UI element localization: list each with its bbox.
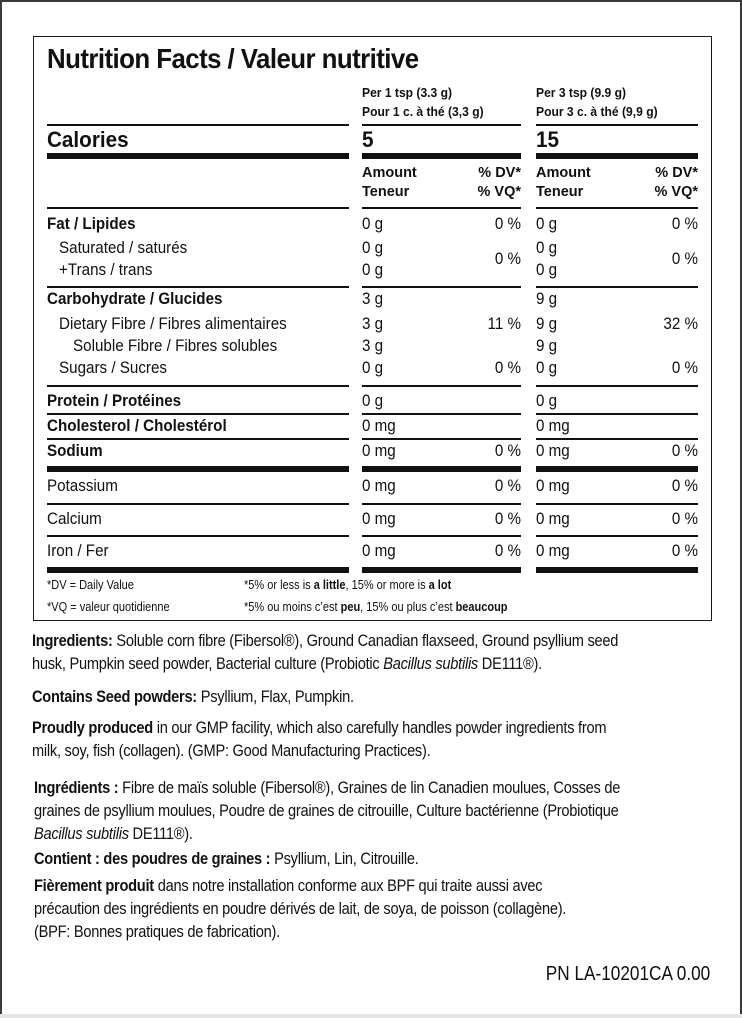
serving-2-en: Per 3 tsp (9.9 g) (536, 85, 627, 100)
text: *5% or less is (244, 578, 314, 592)
fibre-amount-1: 3 g (362, 315, 384, 333)
row-protein-label: Protein / Protéines (47, 392, 182, 410)
text: (BPF: Bonnes pratiques de fabrication). (34, 922, 280, 941)
thick-divider (362, 466, 521, 472)
row-cholesterol-label: Cholesterol / Cholestérol (47, 417, 227, 435)
text-italic: Bacillus subtilis (34, 824, 129, 843)
dv-header-2 (629, 164, 698, 202)
contains-key2: Seed powders: (92, 687, 197, 706)
divider (47, 207, 349, 209)
row-soluble-label: Soluble Fibre / Fibres solubles (73, 337, 278, 355)
dv-en: % DV* (655, 165, 698, 181)
divider (536, 438, 698, 440)
carb-amount-1: 3 g (362, 290, 384, 308)
amount-header-2 (536, 164, 591, 202)
row-fat-label: Fat / Lipides (47, 215, 136, 233)
calories-label: Calories (47, 127, 129, 152)
divider (536, 207, 698, 209)
cholesterol-amount-2: 0 mg (536, 417, 570, 435)
sodium-dv-1: 0 % (494, 442, 521, 460)
divider (362, 124, 521, 126)
row-sodium-label: Sodium (47, 442, 103, 460)
text: , 15% ou plus c’est (360, 600, 456, 614)
cholesterol-amount-1: 0 mg (362, 417, 396, 435)
footnote-scale-en (244, 578, 451, 592)
dv-en: % DV* (478, 165, 521, 181)
text: husk, Pumpkin seed powder, Bacterial culture (Probiotic (32, 654, 384, 673)
produced-key: Proudly produced (32, 718, 153, 737)
row-carb-label: Carbohydrate / Glucides (47, 290, 223, 308)
divider (47, 438, 349, 440)
sugars-amount-1: 0 g (362, 359, 384, 377)
amount-en: Amount (362, 165, 417, 181)
divider (362, 438, 521, 440)
divider (47, 124, 349, 126)
saturated-amount-1: 0 g (362, 239, 384, 257)
ingredients-en (32, 629, 618, 675)
potassium-amount-2: 0 mg (536, 477, 570, 495)
text-bold: a little (313, 578, 346, 592)
iron-dv-1: 0 % (494, 542, 521, 560)
divider (362, 385, 521, 387)
trans-amount-2: 0 g (536, 261, 558, 279)
ingredients-key: Ingrédients : (34, 778, 119, 797)
divider (536, 503, 698, 505)
row-trans-label: +Trans / trans (59, 261, 153, 279)
sugars-dv-1: 0 % (494, 359, 521, 377)
amount-en: Amount (536, 165, 591, 181)
iron-amount-2: 0 mg (536, 542, 570, 560)
serving-2-fr: Pour 3 c. à thé (9,9 g) (536, 104, 658, 119)
thick-divider (536, 466, 698, 472)
text: DE111®). (128, 824, 193, 843)
iron-dv-2: 0 % (671, 542, 698, 560)
serving-size-2 (536, 83, 658, 121)
thick-divider (47, 567, 349, 573)
soluble-amount-2: 9 g (536, 337, 558, 355)
serving-size-1 (362, 83, 484, 121)
calories-value-1: 5 (362, 127, 374, 152)
thick-divider (47, 153, 349, 159)
text: *5% ou moins c’est (244, 600, 341, 614)
potassium-amount-1: 0 mg (362, 477, 396, 495)
text: précaution des ingrédients en poudre dérivés de lait, de soya, de poisson (collagène). (34, 899, 567, 918)
ingredients-key: Ingredients: (32, 631, 113, 650)
divider (536, 286, 698, 288)
text-bold: a lot (428, 578, 452, 592)
contains-en (32, 685, 354, 708)
divider (362, 286, 521, 288)
text: in our GMP facility, which also carefully handles powder ingredients from (152, 718, 607, 737)
divider (536, 385, 698, 387)
sodium-dv-2: 0 % (671, 442, 698, 460)
serving-1-en: Per 1 tsp (3.3 g) (362, 85, 453, 100)
divider (362, 413, 521, 415)
text: milk, soy, fish (collagen). (GMP: Good Manufacturing Practices). (32, 741, 431, 760)
calcium-amount-1: 0 mg (362, 510, 396, 528)
footnote-vq: *VQ = valeur quotidienne (47, 600, 170, 614)
produced-fr (34, 874, 566, 943)
protein-amount-2: 0 g (536, 392, 558, 410)
iron-amount-1: 0 mg (362, 542, 396, 560)
ingredients-fr (34, 776, 620, 845)
row-fibre-label: Dietary Fibre / Fibres alimentaires (59, 315, 287, 333)
divider (362, 207, 521, 209)
divider (536, 124, 698, 126)
potassium-dv-2: 0 % (671, 477, 698, 495)
fat-amount-2: 0 g (536, 215, 558, 233)
protein-amount-1: 0 g (362, 392, 384, 410)
divider (47, 385, 349, 387)
serving-1-fr: Pour 1 c. à thé (3,3 g) (362, 104, 484, 119)
row-calcium-label: Calcium (47, 510, 102, 528)
thick-divider (536, 153, 698, 159)
text: DE111®). (477, 654, 542, 673)
amount-header-1 (362, 164, 417, 202)
divider (47, 413, 349, 415)
contains-fr (34, 847, 419, 870)
contains-key: Contains (32, 687, 93, 706)
footnote-scale-fr (244, 600, 508, 614)
potassium-dv-1: 0 % (494, 477, 521, 495)
text: Psyllium, Lin, Citrouille. (270, 849, 419, 868)
thick-divider (536, 567, 698, 573)
thick-divider (47, 466, 349, 472)
text-bold: beaucoup (455, 600, 508, 614)
footnote-dv: *DV = Daily Value (47, 578, 134, 592)
soluble-amount-1: 3 g (362, 337, 384, 355)
divider (47, 503, 349, 505)
nutrition-facts-table (33, 36, 712, 621)
dv-fr: % VQ* (654, 184, 698, 200)
thick-divider (362, 153, 521, 159)
divider (362, 503, 521, 505)
sodium-amount-2: 0 mg (536, 442, 570, 460)
divider (536, 535, 698, 537)
text: Fibre de maïs soluble (Fibersol®), Graines de lin Canadien moulues, Cosses de (118, 778, 621, 797)
sat-trans-dv-1: 0 % (494, 250, 521, 268)
text: Psyllium, Flax, Pumpkin. (196, 687, 354, 706)
label-title: Nutrition Facts / Valeur nutritive (47, 43, 419, 74)
divider (362, 535, 521, 537)
text: graines de psyllium moulues, Poudre de graines de citrouille, Culture bactérienne (Probiotique (34, 801, 619, 820)
produced-en (32, 716, 606, 762)
text: Soluble corn fibre (Fibersol®), Ground Canadian flaxseed, Ground psyllium seed (112, 631, 619, 650)
calories-value-2: 15 (536, 127, 560, 152)
fat-amount-1: 0 g (362, 215, 384, 233)
divider (47, 286, 349, 288)
fibre-dv-1: 11 % (487, 315, 521, 333)
calcium-dv-2: 0 % (671, 510, 698, 528)
calcium-dv-1: 0 % (494, 510, 521, 528)
sodium-amount-1: 0 mg (362, 442, 396, 460)
trans-amount-1: 0 g (362, 261, 384, 279)
fat-dv-2: 0 % (671, 215, 698, 233)
amount-fr: Teneur (536, 184, 584, 200)
divider (536, 413, 698, 415)
produced-key: Fièrement produit (34, 876, 154, 895)
fibre-dv-2: 32 % (663, 315, 698, 333)
text-bold: peu (340, 600, 361, 614)
text-italic: Bacillus subtilis (383, 654, 478, 673)
amount-fr: Teneur (362, 184, 410, 200)
row-potassium-label: Potassium (47, 477, 118, 495)
text: , 15% or more is (345, 578, 429, 592)
contains-key: Contient : des poudres de graines : (34, 849, 271, 868)
text: dans notre installation conforme aux BPF qui traite aussi avec (153, 876, 543, 895)
divider (47, 535, 349, 537)
row-iron-label: Iron / Fer (47, 542, 109, 560)
saturated-amount-2: 0 g (536, 239, 558, 257)
bottom-shadow (0, 1014, 742, 1018)
part-number: PN LA-10201CA 0.00 (545, 963, 710, 985)
row-saturated-label: Saturated / saturés (59, 239, 188, 257)
carb-amount-2: 9 g (536, 290, 558, 308)
calcium-amount-2: 0 mg (536, 510, 570, 528)
sugars-amount-2: 0 g (536, 359, 558, 377)
dv-header-1 (454, 164, 521, 202)
sugars-dv-2: 0 % (671, 359, 698, 377)
fibre-amount-2: 9 g (536, 315, 558, 333)
dv-fr: % VQ* (477, 184, 521, 200)
thick-divider (362, 567, 521, 573)
sat-trans-dv-2: 0 % (671, 250, 698, 268)
fat-dv-1: 0 % (494, 215, 521, 233)
row-sugars-label: Sugars / Sucres (59, 359, 167, 377)
